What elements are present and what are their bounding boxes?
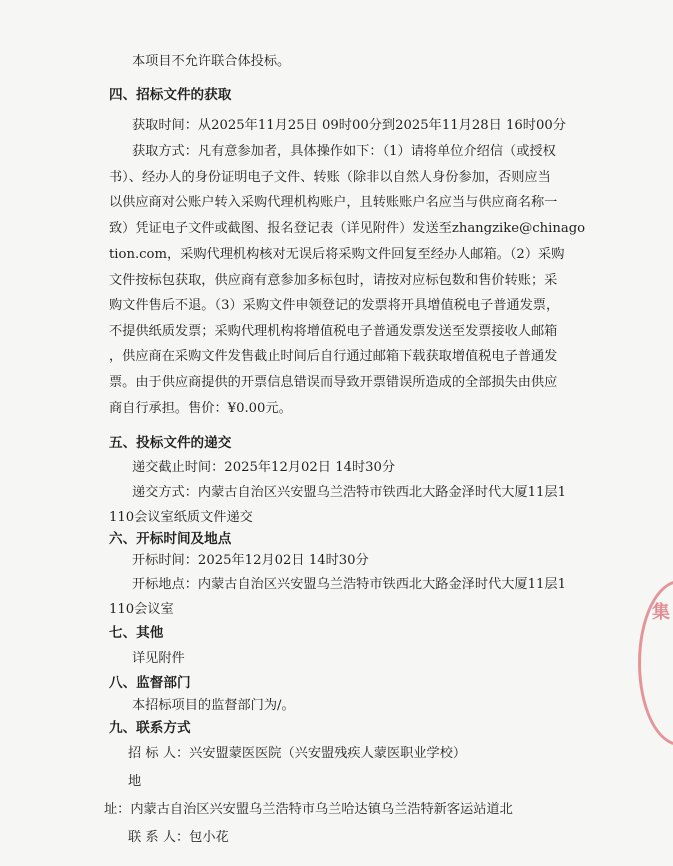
text-line: 招 标 人：兴安盟蒙医医院（兴安盟残疾人蒙医职业学校）: [128, 746, 467, 761]
text-line: 致）凭证电子文件或截图、报名登记表（详见附件）发送至zhangzike@chinago: [109, 221, 586, 236]
text-line: 110会议室: [109, 602, 174, 617]
seal-glyph: 集: [652, 602, 670, 623]
text-line: 开标时间：2025年12月02日 14时30分: [132, 553, 369, 568]
text-line: 联 系 人：包小花: [128, 830, 229, 845]
text-line: 开标地点：内蒙古自治区兴安盟乌兰浩特市铁西北大路金泽时代大厦11层1: [132, 577, 566, 592]
text-line: tion.com，采购代理机构核对无误后将采购文件回复至经办人邮箱。（2）采购: [109, 247, 565, 262]
text-line: 票。由于供应商提供的开票信息错误而导致开票错误所造成的全部损失由供应: [109, 375, 558, 390]
text-line: 110会议室纸质文件递交: [109, 510, 253, 525]
text-line: 文件按标包获取，供应商有意参加多标包时，请按对应标包数和售价转账；采: [109, 273, 558, 288]
text-line: 购文件售后不退。（3）采购文件申领登记的发票将开具增值税电子普通发票，: [109, 298, 560, 313]
text-line: 本招标项目的监督部门为/。: [132, 698, 295, 713]
text-line: ，供应商在采购文件发售截止时间后自行通过邮箱下载获取增值税电子普通发: [109, 349, 558, 364]
section-heading: 六、开标时间及地点: [109, 531, 232, 547]
text-line: 址：内蒙古自治区兴安盟乌兰浩特市乌兰哈达镇乌兰浩特新客运站道北: [104, 802, 513, 817]
text-line: 递交截止时间：2025年12月02日 14时30分: [132, 460, 396, 475]
section-heading: 四、招标文件的获取: [109, 87, 232, 103]
section-heading: 五、投标文件的递交: [109, 435, 232, 451]
text-line: 不提供纸质发票；采购代理机构将增值税电子普通发票发送至发票接收人邮箱: [109, 324, 558, 339]
text-line: 详见附件: [132, 651, 185, 666]
text-line: 以供应商对公账户转入采购代理机构账户，且转账账户名应当与供应商名称一: [109, 195, 558, 210]
text-line: 商自行承担。售价：¥0.00元。: [109, 401, 292, 416]
text-line: 递交方式：内蒙古自治区兴安盟乌兰浩特市铁西北大路金泽时代大厦11层1: [132, 485, 566, 500]
text-line: 获取时间：从2025年11月25日 09时00分到2025年11月28日 16时00分: [132, 118, 566, 133]
section-heading: 九、联系方式: [109, 720, 191, 736]
text-line: 本项目不允许联合体投标。: [132, 54, 291, 69]
text-line: 获取方式：凡有意参加者，具体操作如下：（1）请将单位介绍信（或授权: [132, 144, 556, 159]
text-line: 书）、经办人的身份证明电子文件、转账（除非以自然人身份参加，否则应当: [109, 170, 551, 185]
text-line: 地: [128, 774, 142, 789]
section-heading: 七、其他: [109, 625, 164, 641]
section-heading: 八、监督部门: [109, 675, 191, 691]
